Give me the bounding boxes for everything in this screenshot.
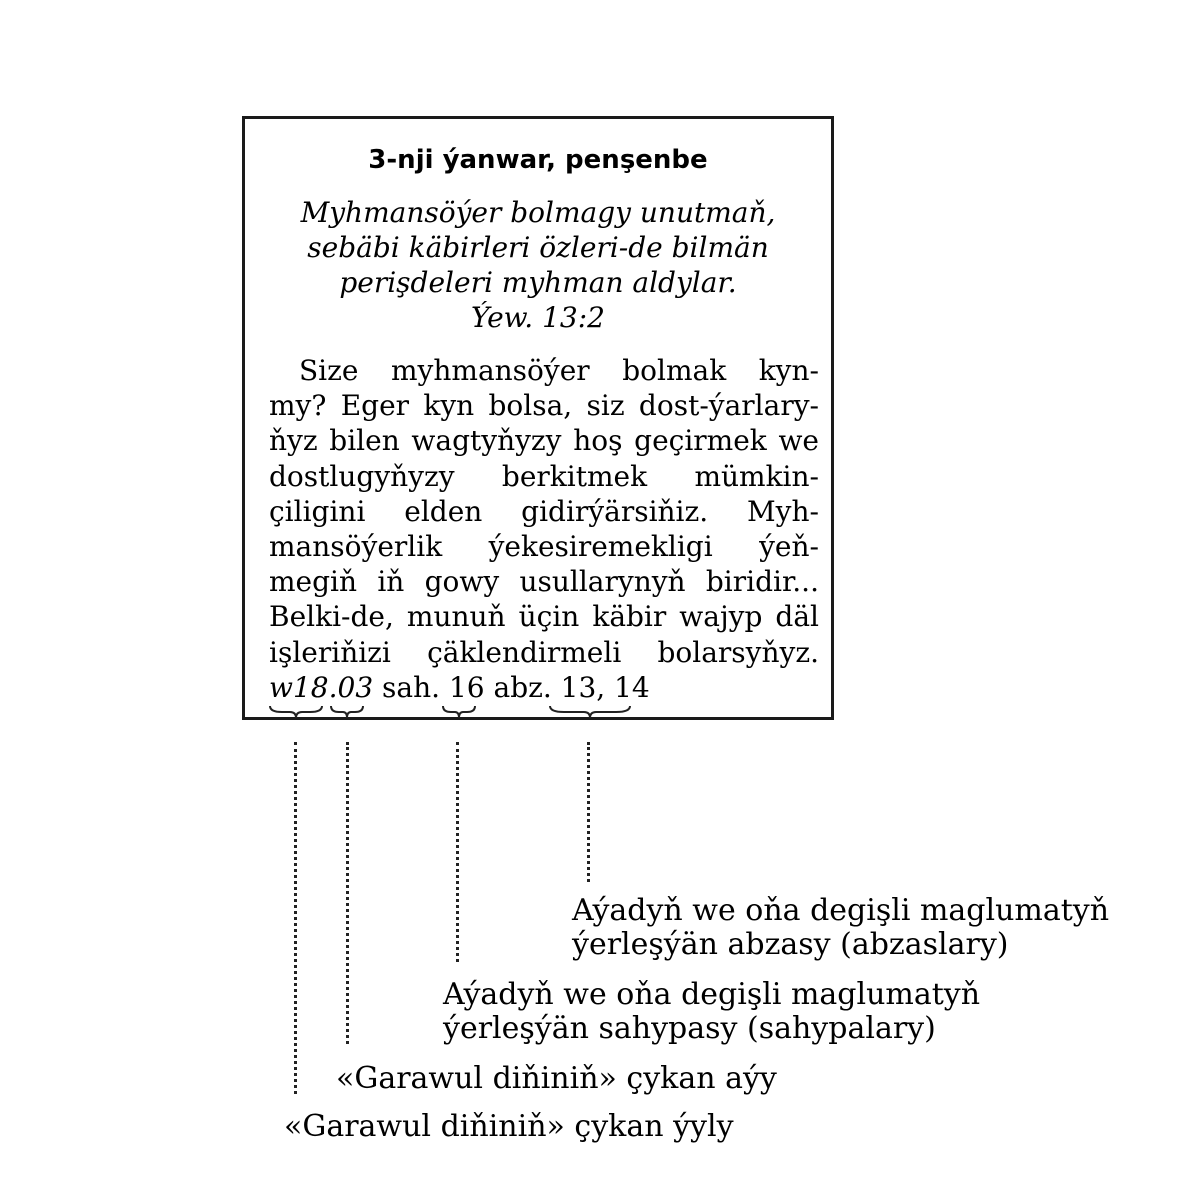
ref-month: 03 <box>337 670 374 704</box>
year-leader-line <box>294 742 297 1094</box>
ref-year: w18 <box>269 670 329 704</box>
comment-body <box>269 353 819 705</box>
page-leader-line <box>456 742 459 962</box>
ref-page: 16 <box>448 670 485 704</box>
paragraphs-leader-line <box>587 742 590 882</box>
paragraphs-caption-line: Aýadyň we oňa degişli maglumatyň <box>572 893 1110 928</box>
body-line: my? Eger kyn bolsa, siz dost-ýarlary- <box>269 389 819 423</box>
month-caption: «Garawul diňiniň» çykan aýy <box>336 1061 777 1096</box>
scripture-verse <box>265 195 811 335</box>
verse-line: Myhmansöýer bolmagy unutmaň, <box>300 196 776 229</box>
date-heading: 3-nji ýanwar, penşenbe <box>368 145 708 175</box>
body-line: ňyz bilen wagtyňyzy hoş geçirmek we <box>269 424 819 458</box>
source-reference <box>269 670 819 705</box>
page-caption-line: ýerleşýän sahypasy (sahypalary) <box>443 1011 936 1046</box>
page-underbrace <box>441 704 477 720</box>
ref-dot: . <box>328 670 338 704</box>
body-line: Size myhmansöýer bolmak kyn- <box>299 354 819 387</box>
body-line: megiň iň gowy usullarynyň biridir... <box>269 565 819 599</box>
paragraphs-caption-line: ýerleşýän abzasy (abzaslary) <box>572 927 1009 962</box>
body-line: dostlugyňyzy berkitmek mümkin- <box>269 459 819 493</box>
page-caption <box>443 978 980 1046</box>
year-caption: «Garawul diňiniň» çykan ýyly <box>284 1109 734 1144</box>
ref-paragraphs: 13, 14 <box>560 670 650 704</box>
month-underbrace <box>329 704 365 720</box>
body-line: Belki-de, munuň üçin käbir wajyp däl <box>269 600 819 634</box>
ref-page-label: sah. <box>373 670 449 704</box>
verse-citation: Ýew. 13:2 <box>471 301 605 334</box>
verse-line: perişdeleri myhman aldylar. <box>339 266 737 299</box>
year-underbrace <box>268 704 324 720</box>
body-line: çiligini elden gidirýärsiňiz. Myh- <box>269 494 819 528</box>
body-line: işleriňizi çäklendirmeli bolarsyňyz. <box>269 635 819 669</box>
ref-paragraph-label: abz. <box>484 670 561 704</box>
month-leader-line <box>346 742 349 1044</box>
verse-line: sebäbi käbirleri özleri-de bilmän <box>307 231 769 264</box>
paragraphs-caption <box>572 894 1109 962</box>
page-caption-line: Aýadyň we oňa degişli maglumatyň <box>443 977 981 1012</box>
daily-text-card <box>242 116 834 720</box>
paragraphs-underbrace <box>548 704 632 720</box>
body-line: mansöýerlik ýekesiremekligi ýeň- <box>269 530 819 564</box>
